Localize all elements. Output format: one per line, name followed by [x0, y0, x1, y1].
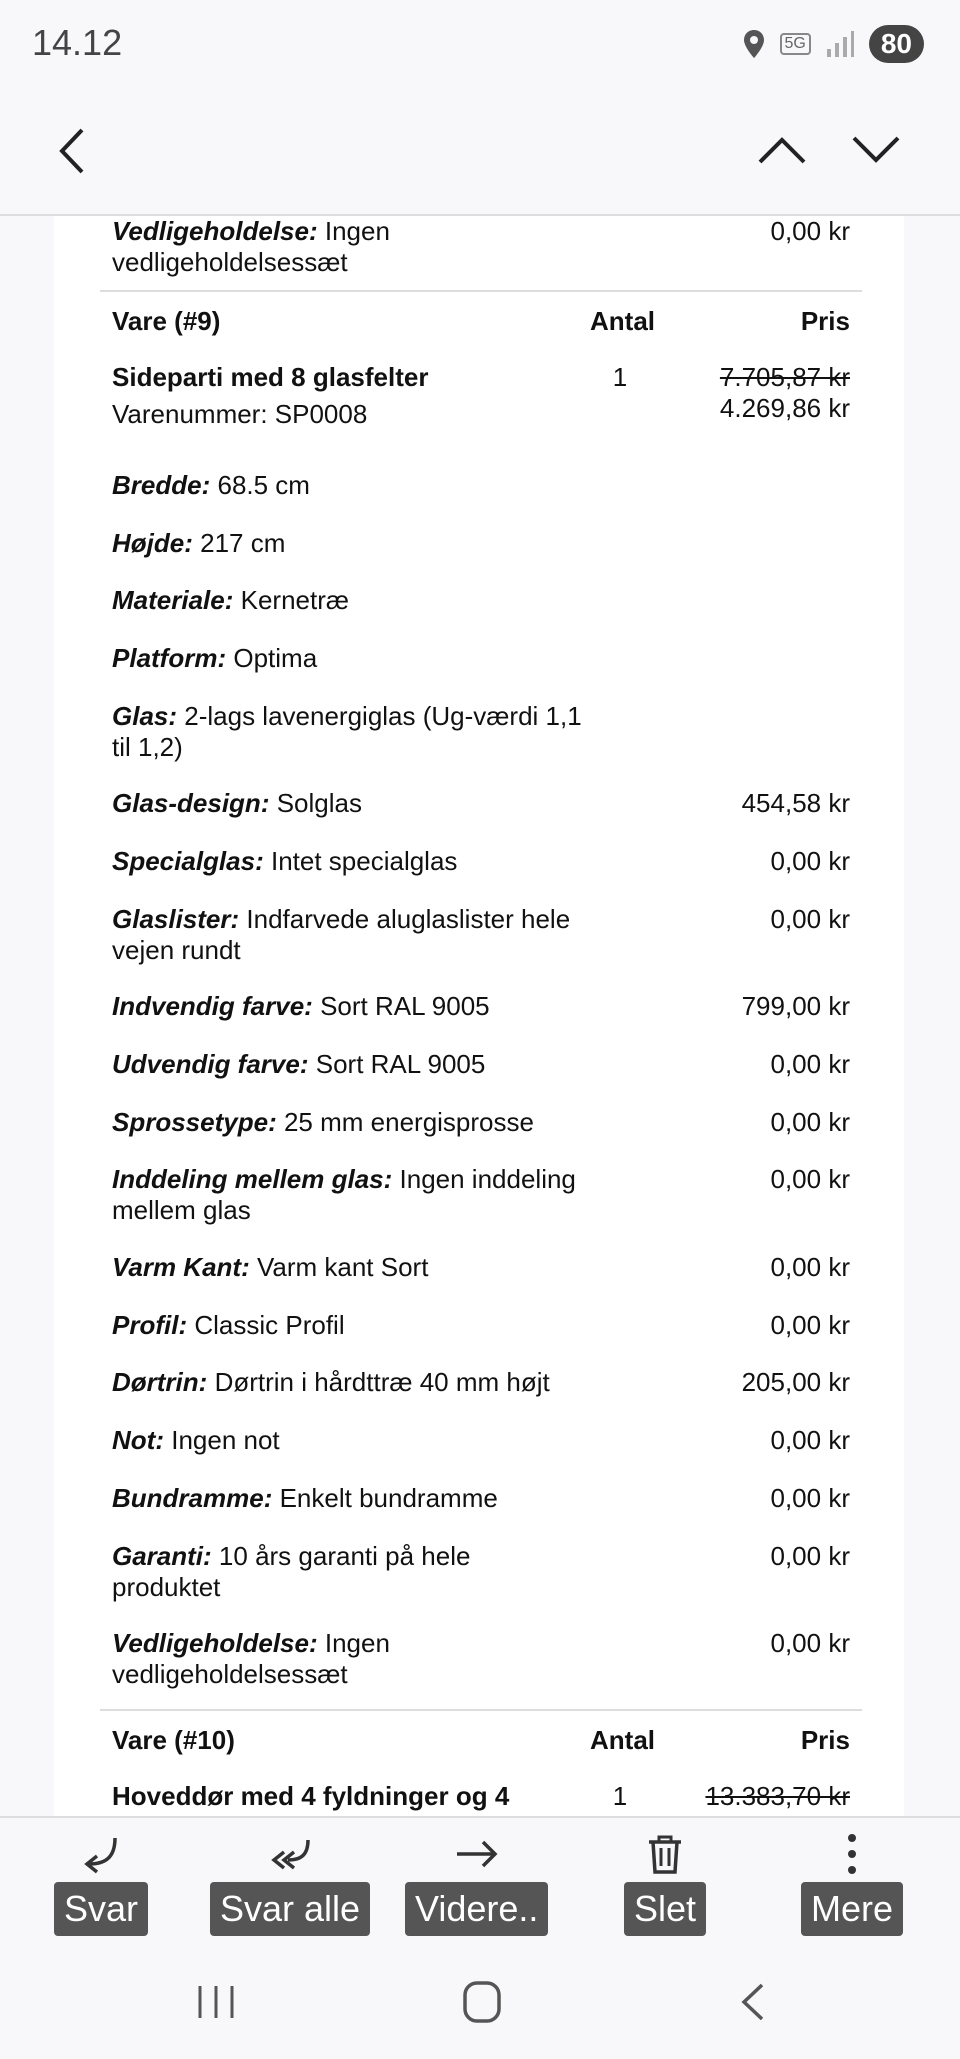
system-back-icon[interactable] [738, 1982, 768, 2022]
system-navigation-bar [0, 1946, 960, 2059]
option-label: Varm Kant: [112, 1252, 250, 1282]
option-label: Bredde: [112, 470, 211, 500]
option-value: 25 mm energisprosse [283, 1107, 534, 1137]
option-label: Glaslister: [112, 904, 240, 934]
home-icon[interactable] [462, 1980, 502, 2024]
option-value: Sort RAL 9005 [315, 1049, 486, 1079]
option-price: 0,00 kr [770, 846, 850, 876]
option-price: 0,00 kr [770, 904, 850, 934]
email-action-toolbar [0, 1816, 960, 1946]
status-bar [0, 0, 960, 86]
reply-all-icon [266, 1832, 314, 1876]
option-value: 217 cm [200, 528, 286, 558]
item-main-row [100, 1781, 862, 1816]
option-value: Ingen inddeling mellem glas [112, 1164, 576, 1225]
option-price: 0,00 kr [770, 1049, 850, 1079]
option-price: 0,00 kr [770, 1310, 850, 1340]
option-label: Indvendig farve: [112, 991, 313, 1021]
option-label: Sprossetype: [112, 1107, 277, 1137]
option-value: Ingen vedligeholdelsessæt [112, 1628, 390, 1689]
option-price: 799,00 kr [741, 991, 850, 1021]
option-label: Specialglas: [112, 846, 264, 876]
email-header-bar [0, 86, 960, 216]
option-price: 0,00 kr [770, 1252, 850, 1282]
option-price: 0,00 kr [770, 1164, 850, 1194]
item-header-row: Vare (#9) Antal Pris [100, 290, 862, 348]
option-label: Højde: [112, 528, 193, 558]
item-header-row: Vare (#10) Antal Pris [100, 1709, 862, 1767]
network-type-badge: 5G [780, 33, 811, 55]
option-price: 205,00 kr [741, 1367, 850, 1397]
delete-button[interactable] [624, 1832, 706, 1936]
item-quantity: 1 [612, 362, 628, 392]
option-value: Sort RAL 9005 [320, 991, 490, 1021]
more-vertical-icon [842, 1832, 862, 1876]
option-price: 0,00 kr [770, 1483, 850, 1513]
status-time: 14.12 [32, 22, 123, 63]
item-name: Hoveddør med 4 fyldninger og 4 [112, 1781, 510, 1811]
forward-arrow-icon [453, 1832, 501, 1876]
more-label: Mere [801, 1882, 903, 1936]
trash-icon [645, 1832, 685, 1876]
item-main-row [100, 362, 862, 432]
forward-button[interactable] [405, 1832, 548, 1936]
option-label: Dørtrin: [112, 1367, 208, 1397]
more-button[interactable] [801, 1832, 903, 1936]
item-quantity: 1 [612, 1781, 628, 1811]
reply-label: Svar [54, 1882, 148, 1936]
option-value: Classic Profil [194, 1310, 345, 1340]
option-value: Solglas [276, 788, 362, 818]
option-label: Bundramme: [112, 1483, 273, 1513]
signal-icon [825, 29, 855, 59]
option-label: Vedligeholdelse: [112, 1628, 318, 1658]
reply-all-label: Svar alle [210, 1882, 370, 1936]
previous-email-chevron-up-icon[interactable] [756, 130, 808, 170]
email-body[interactable]: Vedligeholdelse: Ingen vedligeholdelsessæt 0,00 kr Vare (#9) Antal Pris Sideparti med 8 glasfelter Varenummer: SP0008 1 7.705,87 kr 4.269,86 kr Bredde: 68.5 cm Højde: 217 cm Materiale: Kernetræ Platform: Optima Glas: 2-lags lavenergiglas (Ug-værdi 1,1 til 1,2) Glas-design: Solglas 454,58 kr Specialglas: Intet specialglas 0,00 kr Glaslister: Indfarvede aluglaslister hele vejen rundt 0,00 kr Indvendig farve: Sort RAL 9005 799,00 kr Udvendig farve: Sort RAL 9005 0,00 kr Sprossetype: 25 mm energisprosse 0,00 kr Inddeling mellem glas: Ingen inddeling mellem glas 0,00 kr Varm Kant: Varm kant Sort 0,00 kr Profil: Classic Profil 0,00 kr Dørtrin: Dørtrin i hårdttræ 40 mm højt 205,00 kr Not: Ingen not 0,00 kr Bundramme: Enkelt bundramme 0,00 kr Garanti: 10 års garanti på hele produktet 0,00 kr Vedligeholdelse: Ingen vedligeholdelsessæt 0,00 kr Vare (#10) Antal Pris Hoveddør med 4 fyldninger og 4 1 13.383,70 kr [54, 216, 904, 1816]
status-icons [742, 24, 925, 64]
reply-button[interactable] [54, 1832, 148, 1936]
reply-all-button[interactable] [210, 1832, 370, 1936]
old-price: 13.383,70 kr [705, 1781, 850, 1811]
option-label: Glas-design: [112, 788, 270, 818]
item-name: Sideparti med 8 glasfelter [112, 362, 429, 392]
option-value: Dørtrin i hårdttræ 40 mm højt [214, 1367, 550, 1397]
option-price: 0,00 kr [770, 1107, 850, 1137]
option-value: Intet specialglas [270, 846, 458, 876]
option-label: Materiale: [112, 585, 234, 615]
option-value: 68.5 cm [217, 470, 310, 500]
option-label: Inddeling mellem glas: [112, 1164, 393, 1194]
next-email-chevron-down-icon[interactable] [850, 130, 902, 170]
delete-label: Slet [624, 1882, 706, 1936]
reply-icon [79, 1832, 123, 1876]
option-label: Platform: [112, 643, 227, 673]
option-value: 2-lags lavenergiglas (Ug-værdi 1,1 til 1,2) [112, 701, 582, 762]
recent-apps-icon[interactable] [196, 1984, 236, 2020]
option-price: 0,00 kr [770, 1425, 850, 1455]
option-price: 454,58 kr [741, 788, 850, 818]
option-label: Profil: [112, 1310, 188, 1340]
option-value: 10 års garanti på hele produktet [112, 1541, 471, 1602]
location-icon [742, 29, 766, 59]
option-value: Kernetræ [240, 585, 350, 615]
option-price: 0,00 kr [770, 1541, 850, 1571]
option-value: Ingen not [171, 1425, 280, 1455]
item-number: Varenummer: SP0008 [112, 399, 368, 429]
back-arrow-icon[interactable] [52, 126, 92, 176]
old-price: 7.705,87 kr [719, 362, 850, 392]
option-value: Indfarvede aluglaslister hele vejen rundt [112, 904, 571, 965]
battery-indicator: 80 [869, 25, 924, 63]
option-value: Varm kant Sort [256, 1252, 429, 1282]
option-value: Enkelt bundramme [279, 1483, 498, 1513]
forward-label: Videre.. [405, 1882, 548, 1936]
option-label: Not: [112, 1425, 164, 1455]
option-label: Glas: [112, 701, 178, 731]
new-price: 4.269,86 kr [719, 393, 850, 423]
option-label: Udvendig farve: [112, 1049, 309, 1079]
option-label: Garanti: [112, 1541, 212, 1571]
option-price: 0,00 kr [770, 1628, 850, 1658]
option-value: Optima [233, 643, 318, 673]
